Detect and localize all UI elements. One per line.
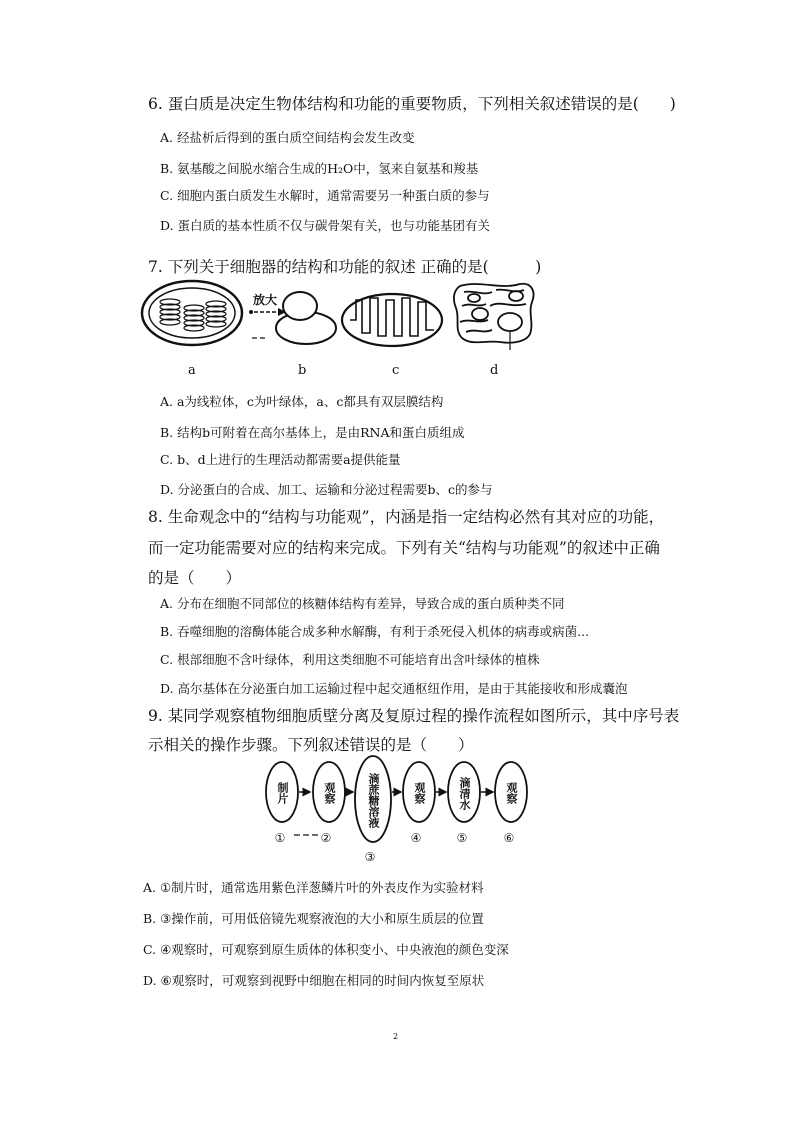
figure-label-b: b: [298, 363, 307, 378]
step-3-number: ③: [364, 850, 376, 864]
question-7-option-c: C. b、d上进行的生理活动都需要a提供能量: [160, 452, 401, 467]
question-9-option-c: C. ④观察时，可观察到原生质体的体积变小、中央液泡的颜色变深: [143, 942, 509, 957]
question-6-option-a: A. 经盐析后得到的蛋白质空间结构会发生改变: [160, 130, 415, 145]
question-8-option-c: C. 根部细胞不含叶绿体，利用这类细胞不可能培育出含叶绿体的植株: [160, 652, 540, 667]
question-9-stem-line-1: 9. 某同学观察植物细胞质壁分离及复原过程的操作流程如图所示，其中序号表: [148, 707, 680, 725]
step-3-label: 滴蔗糖溶液: [367, 772, 380, 828]
question-8-option-b: B. 吞噬细胞的溶酶体能合成多种水解酶，有利于杀死侵入机体的病毒或病菌...: [160, 624, 590, 639]
question-9-option-b: B. ③操作前，可用低倍镜先观察液泡的大小和原生质层的位置: [143, 911, 484, 926]
zoom-label: 放大: [253, 293, 278, 307]
step-1-label: 制片: [276, 782, 289, 804]
question-7-option-b: B. 结构b可附着在高尔基体上，是由RNA和蛋白质组成: [160, 425, 465, 440]
question-9-stem-line-2: 示相关的操作步骤。下列叙述错误的是（ ）: [148, 736, 474, 754]
step-2-label: 观察: [323, 782, 336, 804]
question-6-stem: 6. 蛋白质是决定生物体结构和功能的重要物质，下列相关叙述错误的是( ): [148, 95, 676, 113]
organelle-d-endoplasmic-reticulum-drawing: [454, 284, 534, 350]
question-8-option-a: A. 分布在细胞不同部位的核糖体结构有差异，导致合成的蛋白质种类不同: [160, 596, 565, 611]
zoom-dot: [249, 310, 253, 314]
page-number: 2: [393, 1032, 399, 1041]
step-4-number: ④: [410, 831, 422, 845]
step-6-label: 观察: [505, 782, 518, 804]
question-6-option-c: C. 细胞内蛋白质发生水解时，通常需要另一种蛋白质的参与: [160, 188, 490, 203]
question-9-option-a: A. ①制片时，通常选用紫色洋葱鳞片叶的外表皮作为实验材料: [143, 880, 484, 895]
figure-label-c: c: [392, 363, 400, 378]
question-8-stem-line-1: 8. 生命观念中的“结构与功能观”，内涵是指一定结构必然有其对应的功能，: [148, 508, 665, 526]
step-6-number: ⑥: [503, 831, 515, 845]
step-5-label: 滴清水: [458, 776, 471, 810]
question-8-stem-line-3: 的是（ ）: [148, 569, 242, 587]
organelle-b-ribosome-drawing: [276, 292, 336, 344]
organelle-c-mitochondrion-drawing: [342, 294, 442, 346]
question-6-option-d: D. 蛋白质的基本性质不仅与碳骨架有关，也与功能基团有关: [160, 218, 491, 233]
figure-label-d: d: [490, 363, 499, 378]
question-7-option-a: A. a为线粒体，c为叶绿体，a、c都具有双层膜结构: [160, 394, 444, 409]
question-8-option-d: D. 高尔基体在分泌蛋白加工运输过程中起交通枢纽作用，是由于其能接收和形成囊泡: [160, 681, 628, 696]
step-4-label: 观察: [413, 782, 426, 804]
question-6-option-b: B. 氨基酸之间脱水缩合生成的H₂O中，氢来自氨基和羧基: [160, 161, 479, 176]
procedure-flow-diagram: [258, 755, 538, 867]
question-8-stem-line-2: 而一定功能需要对应的结构来完成。下列有关“结构与功能观”的叙述中正确: [148, 539, 660, 557]
step-1-number: ①: [274, 831, 286, 845]
organelle-a-chloroplast-drawing: [142, 281, 242, 345]
question-9-option-d: D. ⑥观察时，可观察到视野中细胞在相同的时间内恢复至原状: [143, 973, 485, 988]
question-7-stem: 7. 下列关于细胞器的结构和功能的叙述 正确的是( ): [148, 258, 542, 276]
organelle-figure: [140, 278, 550, 378]
question-7-option-d: D. 分泌蛋白的合成、加工、运输和分泌过程需要b、c的参与: [160, 482, 493, 497]
figure-label-a: a: [188, 363, 196, 378]
step-5-number: ⑤: [456, 831, 468, 845]
step-2-number: ②: [320, 831, 332, 845]
